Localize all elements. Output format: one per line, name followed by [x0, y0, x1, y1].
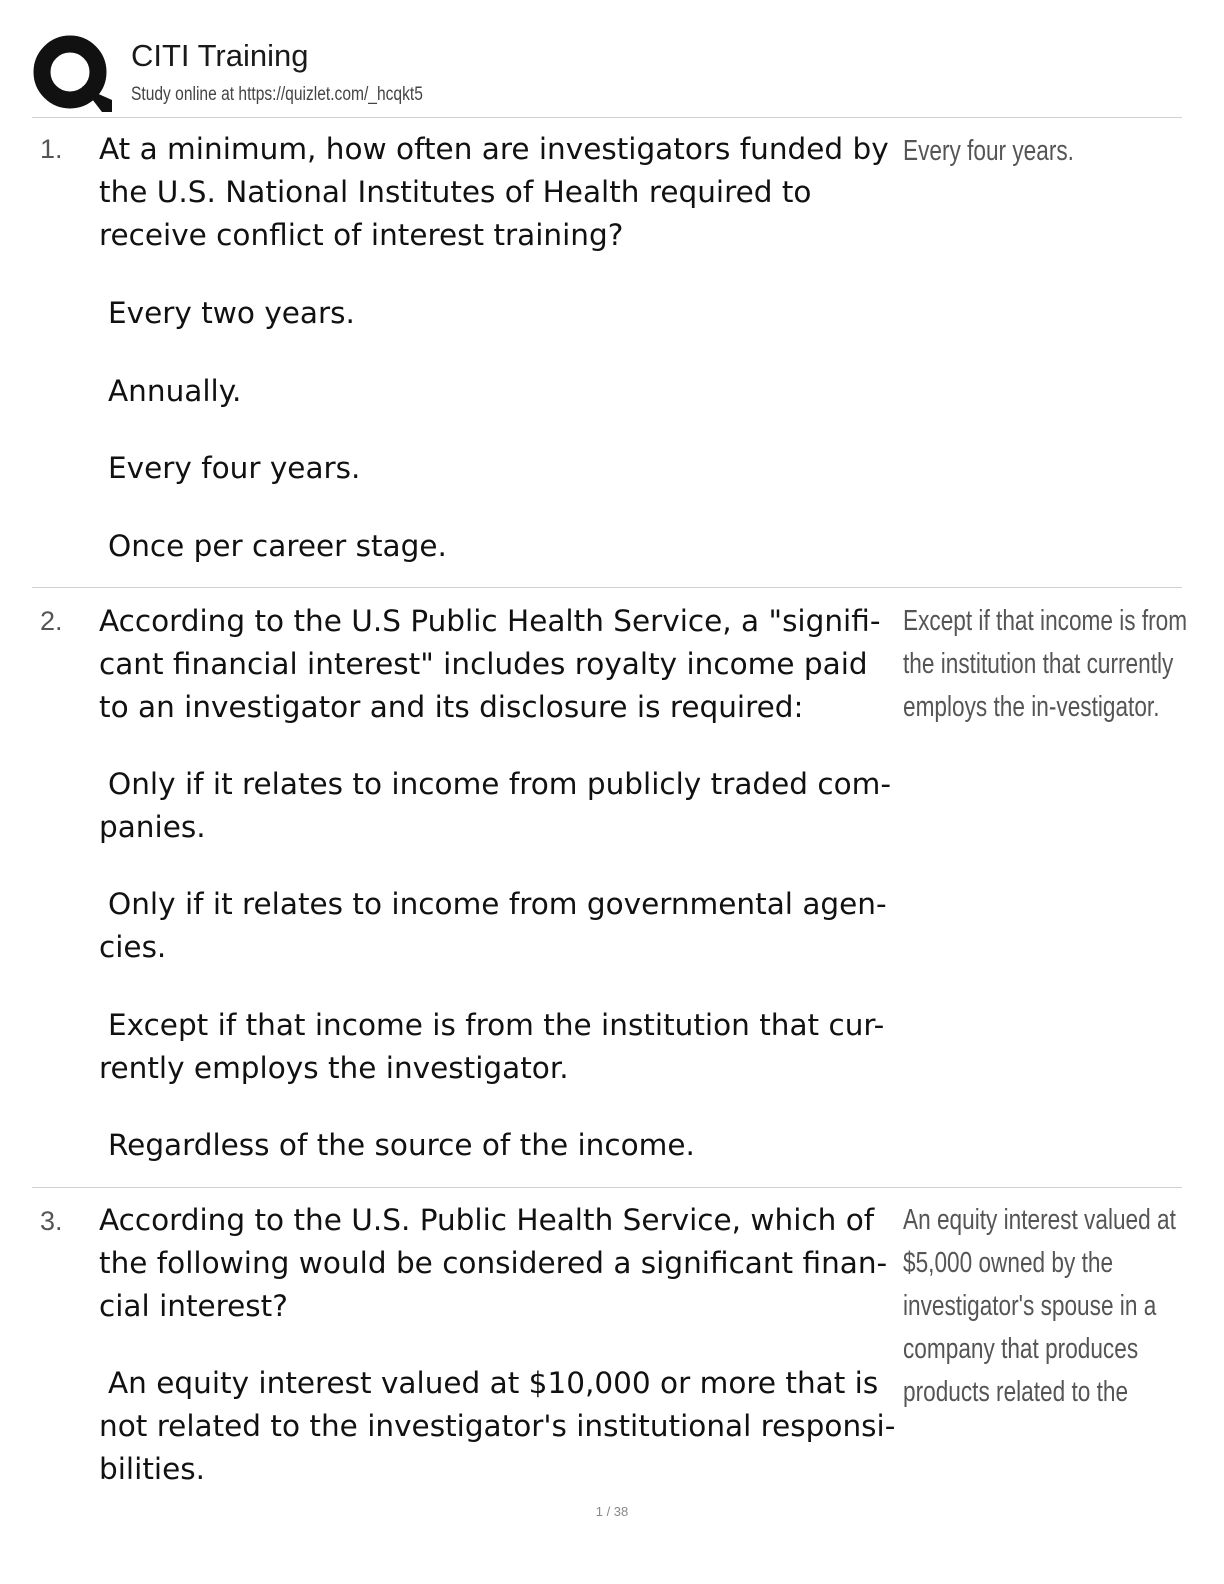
study-online-link[interactable]: Study online at https://quizlet.com/_hcqkt5 [131, 84, 423, 105]
option: Except if that income is from the institution that cur-rently employs the investigator. [99, 1008, 885, 1085]
divider [32, 117, 1182, 118]
divider [32, 587, 1182, 588]
option: Every two years. [108, 296, 355, 330]
option: An equity interest valued at $10,000 or more that is not related to the investigator's institutional responsi-bilities. [99, 1366, 896, 1486]
option: Every four years. [108, 451, 361, 485]
answer-label: An equity interest valued at $5,000 owned by the investigator's spouse in a company that produces products related to the [903, 1204, 1176, 1408]
answer-text [903, 130, 1193, 173]
question-text: According to the U.S. Public Health Service, which of the following would be considered a significant finan-cial interest? [99, 1203, 888, 1323]
quizlet-logo-icon [32, 34, 112, 114]
question-text: According to the U.S Public Health Service, a "signifi-cant financial interest" includes royalty income paid to an investigator and its disclosure is required: [99, 604, 881, 724]
answer-label: Every four years. [903, 135, 1074, 167]
page-number: 1 / 38 [595, 1504, 629, 1519]
option: Regardless of the source of the income. [108, 1128, 695, 1162]
deck-title: CITI Training [131, 38, 309, 73]
divider [32, 1187, 1182, 1188]
question-number: 2. [40, 606, 63, 636]
page-header [32, 32, 1182, 116]
answer-text [903, 600, 1193, 729]
option: Annually. [108, 374, 242, 408]
question-number: 3. [40, 1206, 63, 1236]
option: Only if it relates to income from publicly traded com-panies. [99, 767, 892, 844]
question-number: 1. [40, 134, 63, 164]
question-text: At a minimum, how often are investigators funded by the U.S. National Institutes of Health required to receive conflict of interest training? [99, 132, 889, 252]
option: Once per career stage. [108, 529, 447, 563]
answer-label: Except if that income is from the institution that currently employs the in-vestigator. [903, 605, 1188, 723]
option: Only if it relates to income from governmental agen-cies. [99, 887, 887, 964]
answer-text [903, 1199, 1193, 1414]
